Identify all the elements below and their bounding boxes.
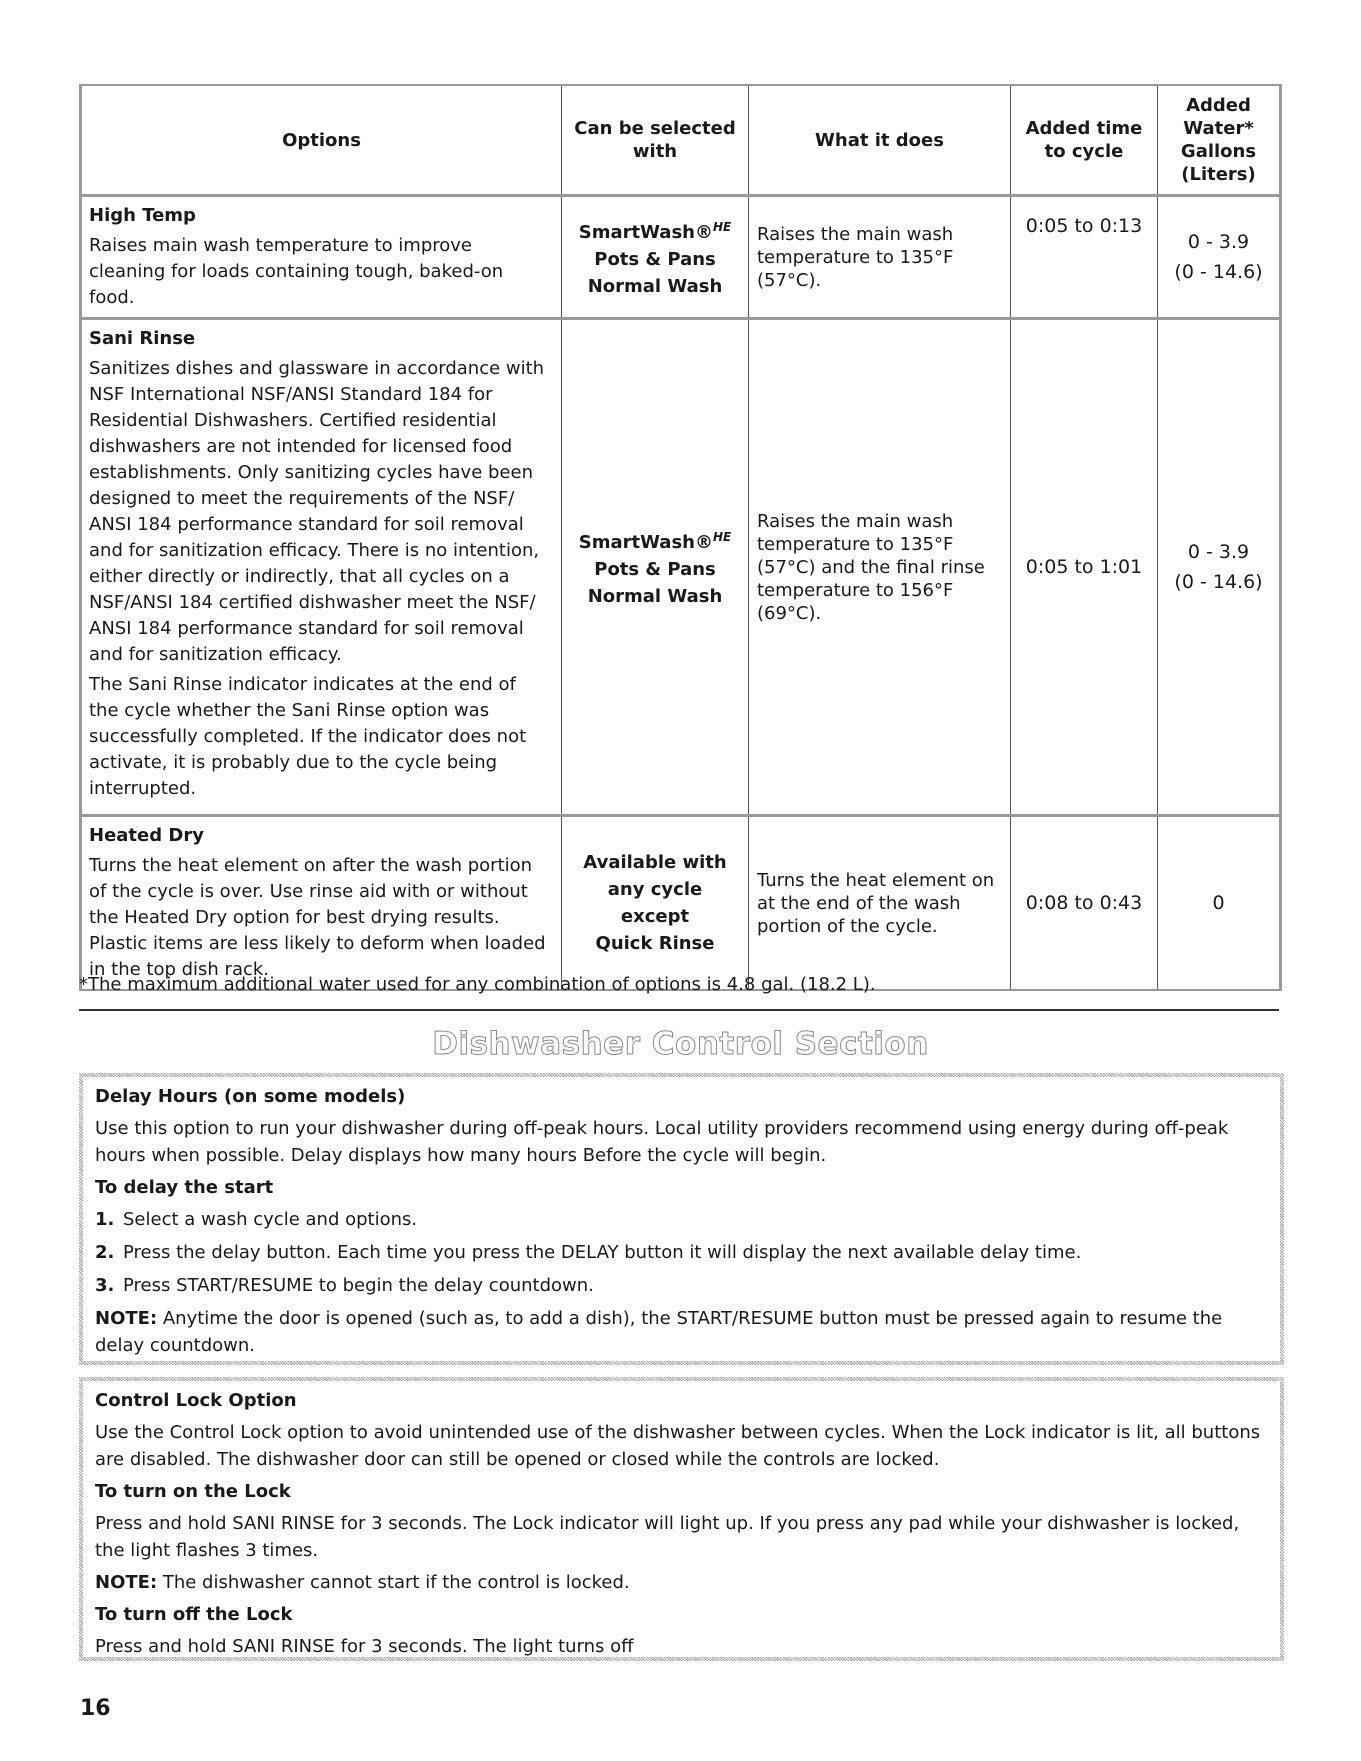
page-number: 16 xyxy=(80,1696,111,1721)
table-header-row xyxy=(81,85,1281,196)
option-description: Sanitizes dishes and glassware in accordance with NSF International NSF/ANSI Standard 184 for Residential Dishwashers. Certified residential dishwashers are not intended for licensed food establishments. Only sanitizing cycles have been designed to meet the requirements of the NSF/ ANSI 184 performance standard for soil removal and for sanitization efficacy. There is no intention, either directly or indirectly, that all cycles on a NSF/ANSI 184 certified dishwasher meet the NSF/ ANSI 184 performance standard for soil removal and for sanitization efficacy. xyxy=(89,358,545,665)
delay-hours-box xyxy=(79,1073,1284,1365)
lock-heading: Control Lock Option xyxy=(95,1390,297,1411)
lock-on-text: Press and hold SANI RINSE for 3 seconds. The Lock indicator will light up. If you press any pad while your dishwasher is locked, the light flashes 3 times. xyxy=(95,1513,1240,1561)
note-text: Anytime the door is opened (such as, to add a dish), the START/RESUME button must be pressed again to resume the delay countdown. xyxy=(95,1308,1223,1356)
table-row-heated-dry xyxy=(81,816,1281,991)
delay-intro: Use this option to run your dishwasher during off-peak hours. Local utility providers recommend using energy during off-peak hours when possible. Delay displays how many hours Before the cycle will begin. xyxy=(95,1118,1229,1166)
note-label: NOTE: xyxy=(95,1308,158,1329)
selectable-cell xyxy=(562,196,749,319)
header-added-water: Added Water* Gallons (Liters) xyxy=(1158,85,1281,196)
option-description: The Sani Rinse indicator indicates at the end of the cycle whether the Sani Rinse option was successfully completed. If the indicator does not activate, it is probably due to the cycle being interrupted. xyxy=(89,674,527,799)
lock-note xyxy=(95,1569,1266,1596)
option-description: Raises main wash temperature to improve cleaning for loads containing tough, baked-on food. xyxy=(89,235,504,308)
delay-subheading: To delay the start xyxy=(95,1177,274,1198)
option-cell xyxy=(81,196,562,319)
added-water-cell: 0 - 3.9 (0 - 14.6) xyxy=(1158,319,1281,816)
table-row-high-temp xyxy=(81,196,1281,319)
added-water-cell: 0 xyxy=(1158,816,1281,991)
selectable-item: Normal Wash xyxy=(587,276,723,297)
added-time-cell: 0:05 to 0:13 xyxy=(1011,196,1158,319)
control-lock-box xyxy=(79,1377,1284,1661)
lock-off-text: Press and hold SANI RINSE for 3 seconds. The light turns off xyxy=(95,1636,634,1657)
delay-steps xyxy=(95,1206,1266,1299)
header-options: Options xyxy=(81,85,562,196)
lock-on-heading: To turn on the Lock xyxy=(95,1481,291,1502)
step-number: 3. xyxy=(95,1275,115,1296)
selectable-item: Pots & Pans xyxy=(594,559,716,580)
lock-intro: Use the Control Lock option to avoid unintended use of the dishwasher between cycles. When the Lock indicator is lit, all buttons are disabled. The dishwasher door can still be opened or closed while the controls are locked. xyxy=(95,1422,1261,1470)
what-it-does-cell: Raises the main wash temperature to 135°F (57°C). xyxy=(749,196,1011,319)
selectable-item: SmartWash® xyxy=(578,532,713,553)
what-it-does-cell: Raises the main wash temperature to 135°F (57°C) and the final rinse temperature to 156°F (69°C). xyxy=(749,319,1011,816)
section-divider xyxy=(79,1009,1279,1011)
step-text: Press START/RESUME to begin the delay countdown. xyxy=(123,1275,594,1296)
option-cell xyxy=(81,816,562,991)
list-item xyxy=(95,1239,1266,1266)
step-number: 1. xyxy=(95,1209,115,1230)
header-what-it-does: What it does xyxy=(749,85,1011,196)
header-added-time: Added time to cycle xyxy=(1011,85,1158,196)
delay-heading: Delay Hours (on some models) xyxy=(95,1086,406,1107)
selectable-item: any cycle xyxy=(607,879,703,900)
options-table xyxy=(79,84,1282,991)
he-mark: HE xyxy=(713,530,732,544)
step-text: Select a wash cycle and options. xyxy=(123,1209,418,1230)
added-water-cell: 0 - 3.9 (0 - 14.6) xyxy=(1158,196,1281,319)
option-cell xyxy=(81,319,562,816)
added-time-cell: 0:08 to 0:43 xyxy=(1011,816,1158,991)
selectable-item: Quick Rinse xyxy=(595,933,715,954)
selectable-item: Pots & Pans xyxy=(594,249,716,270)
option-name: Sani Rinse xyxy=(89,328,196,349)
he-mark: HE xyxy=(713,220,732,234)
option-description: Turns the heat element on after the wash portion of the cycle is over. Use rinse aid with or without the Heated Dry option for best drying results. Plastic items are less likely to deform when loaded in the top dish rack. xyxy=(89,855,546,980)
note-text: The dishwasher cannot start if the control is locked. xyxy=(157,1572,630,1593)
delay-note xyxy=(95,1305,1266,1359)
selectable-item: Normal Wash xyxy=(587,586,723,607)
selectable-item: SmartWash® xyxy=(578,222,713,243)
list-item xyxy=(95,1272,1266,1299)
what-it-does-cell: Turns the heat element on at the end of the wash portion of the cycle. xyxy=(749,816,1011,991)
added-time-cell: 0:05 to 1:01 xyxy=(1011,319,1158,816)
option-name: Heated Dry xyxy=(89,825,204,846)
section-title: Dishwasher Control Section xyxy=(432,1026,929,1062)
note-label: NOTE: xyxy=(95,1572,158,1593)
step-text: Press the delay button. Each time you press the DELAY button it will display the next available delay time. xyxy=(123,1242,1082,1263)
selectable-cell xyxy=(562,816,749,991)
header-can-be-selected: Can be selected with xyxy=(562,85,749,196)
step-number: 2. xyxy=(95,1242,115,1263)
selectable-item: Available with xyxy=(583,852,727,873)
table-row-sani-rinse xyxy=(81,319,1281,816)
lock-off-heading: To turn off the Lock xyxy=(95,1604,293,1625)
selectable-cell xyxy=(562,319,749,816)
option-name: High Temp xyxy=(89,205,196,226)
selectable-item: except xyxy=(620,906,690,927)
footnote: *The maximum additional water used for any combination of options is 4.8 gal. (18.2 L). xyxy=(79,974,876,995)
list-item xyxy=(95,1206,1266,1233)
